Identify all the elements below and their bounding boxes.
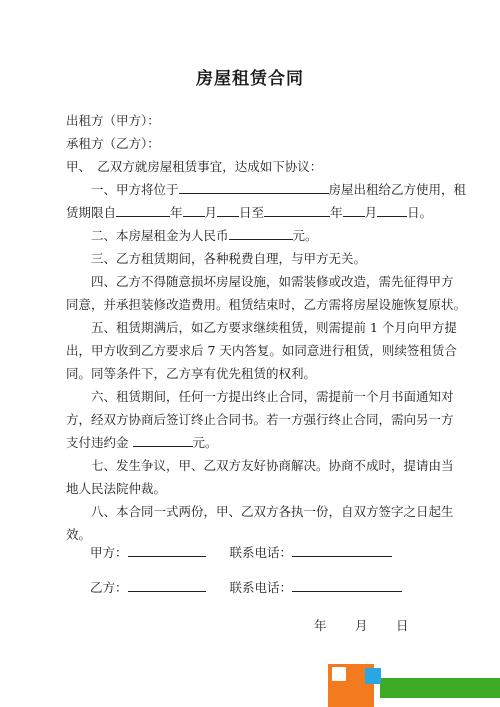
date-month-label: 月: [355, 618, 368, 633]
date-year-label: 年: [314, 618, 327, 633]
clause-1-line-2: 赁期限自 年 月 日至 年 月 日。: [66, 205, 433, 220]
start-day-blank[interactable]: [217, 204, 239, 217]
lessee-line: 承租方（乙方）：: [66, 136, 160, 151]
clause-6-line-1: 六、租赁期间，任何一方提出终止合同，需提前一个月书面通知对: [91, 389, 454, 404]
watermark-logo-notch: [332, 667, 346, 681]
party-b-signature-blank[interactable]: [128, 579, 206, 592]
clause-5-line-2: 出，甲方收到乙方要求后 7 天内答复。如同意进行租赁，则续签租赁合: [66, 343, 457, 358]
clause-8-line-2: 效。: [66, 527, 92, 542]
date-row: [314, 616, 409, 634]
party-b-signature-row: 乙方： 联系电话：: [90, 578, 402, 596]
document-title: 房屋租赁合同: [196, 69, 304, 89]
end-day-blank[interactable]: [377, 204, 407, 217]
agreement-intro: 甲、 乙双方就房屋租赁事宜，达成如下协议：: [66, 159, 323, 174]
clause-5-line-1: 五、租赁期满后，如乙方要求继续租赁，则需提前 1 个月向甲方提: [91, 320, 457, 335]
clause-7-line-1: 七、发生争议，甲、乙双方友好协商解决。协商不成时，提请由当: [91, 458, 454, 473]
start-month-blank[interactable]: [183, 204, 205, 217]
date-day-label: 日: [396, 618, 409, 633]
clause-4-line-1: 四、乙方不得随意损坏房屋设施，如需装修或改造，需先征得甲方: [91, 274, 454, 289]
clause-8-line-1: 八、本合同一式两份，甲、乙双方各执一份，自双方签字之日起生: [91, 504, 454, 519]
clause-1-line-1: 一、甲方将位于 房屋出租给乙方使用，租: [91, 182, 467, 197]
party-a-phone-blank[interactable]: [292, 544, 392, 557]
party-a-signature-blank[interactable]: [128, 544, 206, 557]
rent-amount-blank[interactable]: [229, 227, 293, 240]
watermark-logo-green-bar: [380, 678, 500, 698]
clause-2: 二、本房屋租金为人民币 元。: [91, 228, 318, 243]
clause-5-line-3: 同。同等条件下，乙方享有优先租赁的权利。: [66, 366, 317, 381]
party-a-signature-row: 甲方： 联系电话：: [90, 543, 392, 561]
address-blank[interactable]: [179, 181, 329, 194]
end-month-blank[interactable]: [343, 204, 365, 217]
clause-6-line-3: 支付违约金 元。: [66, 435, 218, 450]
clause-7-line-2: 地人民法院仲裁。: [66, 481, 167, 496]
penalty-amount-blank[interactable]: [133, 434, 193, 447]
lessor-line: 出租方（甲方）：: [66, 113, 160, 128]
clause-3: 三、乙方租赁期间，各种税费自理，与甲方无关。: [91, 251, 367, 266]
party-b-phone-blank[interactable]: [292, 579, 402, 592]
watermark-logo-blue: [365, 668, 381, 684]
start-year-blank[interactable]: [116, 204, 170, 217]
clause-4-line-2: 同意，并承担装修改造费用。租赁结束时，乙方需将房屋设施恢复原状。: [66, 297, 467, 312]
end-year-blank[interactable]: [264, 204, 330, 217]
clause-6-line-2: 方，经双方协商后签订终止合同书。若一方强行终止合同，需向另一方: [66, 412, 454, 427]
